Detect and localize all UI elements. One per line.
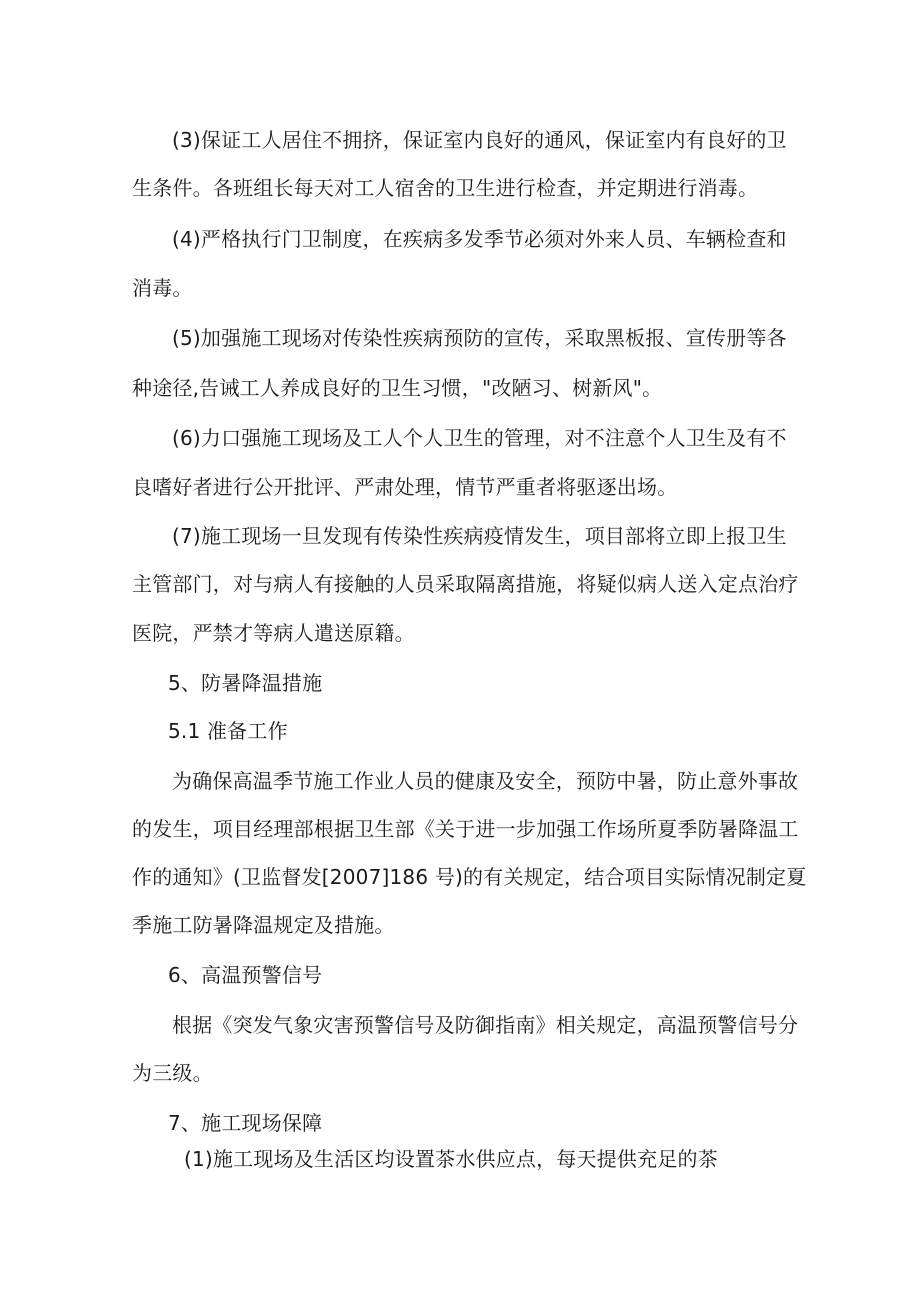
text-line: 为确保高温季节施工作业人员的健康及安全，预防中暑，防止意外事故 bbox=[172, 769, 799, 793]
text-line: (1)施工现场及生活区均设置茶水供应点，每天提供充足的茶 bbox=[184, 1147, 718, 1171]
text-line: 生条件。各班组长每天对工人宿舍的卫生进行检查，并定期进行消毒。 bbox=[132, 176, 759, 200]
text-line: 作的通知》(卫监督发[2007]186 号)的有关规定，结合项目实际情况制定夏 bbox=[132, 865, 807, 889]
text-line: 根据《突发气象灾害预警信号及防御指南》相关规定，高温预警信号分 bbox=[172, 1013, 799, 1037]
text-line: 良嗜好者进行公开批评、严肃处理，情节严重者将驱逐出场。 bbox=[132, 475, 678, 499]
text-line: 医院，严禁才等病人遣送原籍。 bbox=[132, 621, 415, 645]
text-line: (7)施工现场一旦发现有传染性疾病疫情发生，项目部将立即上报卫生 bbox=[172, 524, 787, 548]
text-line: 消毒。 bbox=[132, 276, 193, 300]
text-line: 季施工防暑降温规定及措施。 bbox=[132, 913, 395, 937]
section-heading: 7、施工现场保障 bbox=[168, 1111, 323, 1135]
text-line: (5)加强施工现场对传染性疾病预防的宣传，采取黑板报、宣传册等各 bbox=[172, 326, 787, 350]
subsection-heading: 5.1 准备工作 bbox=[168, 719, 288, 743]
text-line: (3)保证工人居住不拥挤，保证室内良好的通风，保证室内有良好的卫 bbox=[172, 128, 787, 152]
text-line: 主管部门，对与病人有接触的人员采取隔离措施，将疑似病人送入定点治疗 bbox=[132, 572, 799, 596]
text-line: (4)严格执行门卫制度，在疾病多发季节必须对外来人员、车辆检查和 bbox=[172, 227, 787, 251]
text-line: 种途径,告诫工人养成良好的卫生习惯，"改陋习、树新风"。 bbox=[132, 376, 663, 400]
text-line: (6)力口强施工现场及工人个人卫生的管理，对不注意个人卫生及有不 bbox=[172, 426, 787, 450]
text-line: 的发生，项目经理部根据卫生部《关于进一步加强工作场所夏季防暑降温工 bbox=[132, 817, 799, 841]
section-heading: 5、防暑降温措施 bbox=[168, 671, 323, 695]
section-heading: 6、高温预警信号 bbox=[168, 963, 323, 987]
text-line: 为三级。 bbox=[132, 1061, 213, 1085]
